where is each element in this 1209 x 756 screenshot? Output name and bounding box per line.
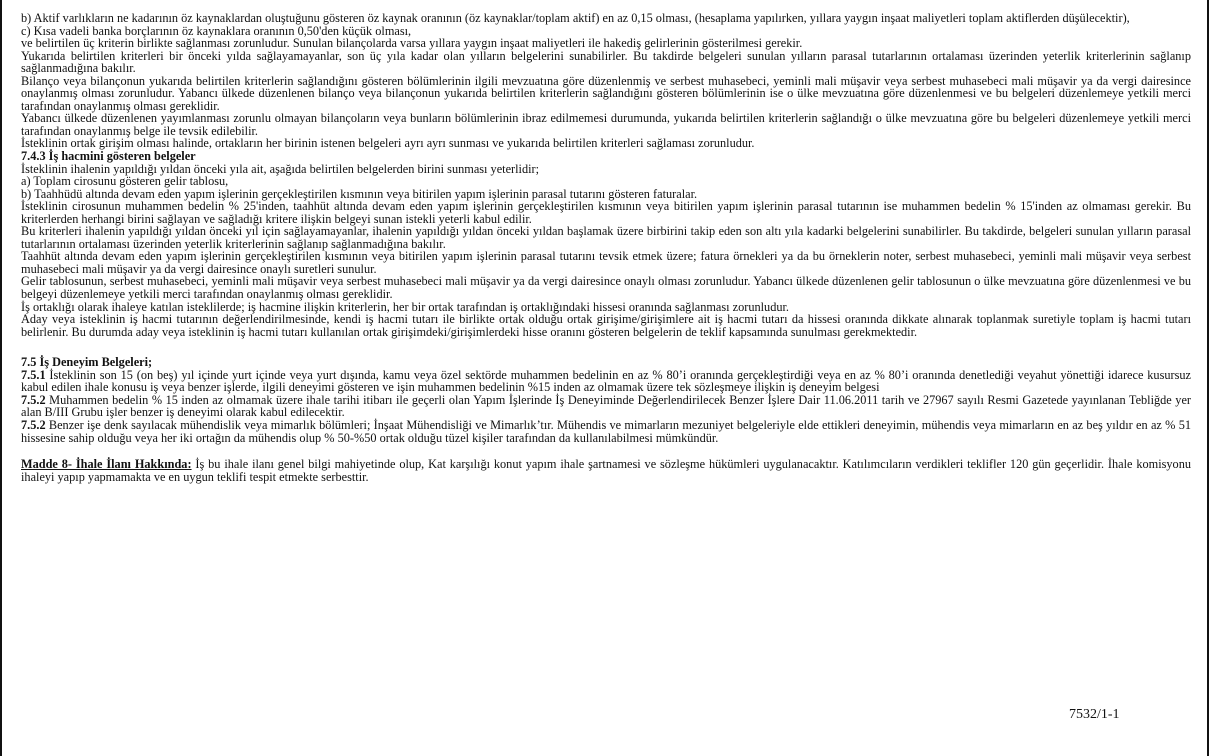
- paragraph: İsteklinin ihalenin yapıldığı yıldan önceki yıla ait, aşağıda belirtilen belgelerden birini sunması yeterlidir;: [21, 161, 540, 176]
- list-item: [21, 419, 1191, 444]
- paragraph: Gelir tablosunun, serbest muhasebeci, yeminli mali müşavir veya serbest muhasebeci mali müşavir ya da vergi dairesince onaylı olması zorunludur. Yabancı ülkede düzenlenen gelir tablosunun o ülke mevzuatına göre düzenlenmesi ve bu belgeyi düzenlemeye yetkili merci tarafından onaylanmış olması gereklidir.: [21, 274, 1191, 302]
- section-heading-743-text: 7.4.3 İş hacmini gösteren belgeler: [21, 149, 196, 164]
- paragraph: İş ortaklığı olarak ihaleye katılan isteklilerde; iş hacmine ilişkin kriterlerin, her bir ortak tarafından iş ortaklığındaki hissesi oranında sağlanması zorunludur.: [21, 299, 789, 314]
- spacer: [21, 444, 1191, 458]
- left-border: [0, 0, 2, 756]
- item-text: İsteklinin son 15 (on beş) yıl içinde yurt içinde veya yurt dışında, kamu veya özel sektörde muhammen bedelinin en az % 80’i oranında gerçekleştirdiği veya en az % 80’i oranında denetlediği veyahut yönettiği idarece kusursuz kabul edilen ihale konusu iş veya benzer işlerde, ilgili deneyimi gösteren ve işin muhammen bedelinin %15 inden az olmamak üzere tek sözleşmeye ilişkin iş deneyim belgesi: [21, 367, 1191, 395]
- list-item: [21, 394, 1191, 419]
- paragraph: c) Kısa vadeli banka borçlarının öz kaynaklara oranının 0,50'den küçük olması,: [21, 23, 412, 38]
- madde-8-paragraph: [21, 458, 1191, 483]
- item-text: Muhammen bedelin % 15 inden az olmamak üzere ihale tarihi itibarı ile geçerli olan Yapım İşlerinde İş Deneyiminde Değerlendirilecek Benzer İşlere Dair 11.06.2011 tarih ve 27967 sayılı Resmi Gazetede yayınlanan Tebliğde yer alan B/III Grubu işler benzer iş deneyimi olarak kabul edilecektir.: [21, 392, 1191, 420]
- paragraph: a) Toplam cirosunu gösteren gelir tablosu,: [21, 174, 229, 189]
- section-heading-75-text: 7.5 İş Deneyim Belgeleri;: [21, 355, 153, 370]
- paragraph: Aday veya isteklinin iş hacmi tutarının değerlendirilmesinde, kendi iş hacmi tutarı ile birlikte ortak olduğu ortak girişime/girişimlere ait iş hacmi tutarı da hissesi oranında dikkate alınarak toplanmak suretiyle toplam iş hacmi tutarı belirlenir. Bu durumda aday veya isteklinin iş hacmi tutarı kullanılan ortak girişimdeki/girişimlerdeki hisse oranını gösteren belgelerin de teklif kapsamında sunulması gerekmektedir.: [21, 312, 1191, 339]
- paragraph: Bu kriterleri ihalenin yapıldığı yıldan önceki yıl için sağlayamayanlar, ihalenin yapıldığı yıldan önceki yıldan başlamak üzere birbirini takip eden son altı yıla kadarki belgelerini sunabilirler. Bu takdirde, belgeleri sunulan yılların parasal tutarlarının ortalaması üzerinden yeterlik kriterlerinin sağlanıp sağlanmadığına bakılır.: [21, 224, 1191, 251]
- item-number: 7.5.1: [21, 367, 46, 382]
- page-number: 7532/1-1: [1069, 707, 1120, 722]
- paragraph: İsteklinin cirosunun muhammen bedelin % 25'inden, taahhüt altında devam eden yapım işlerinin gerçekleştirilen kısmının veya bitirilen yapım işlerinin parasal tutarının ise muhammen bedelin % 15'inden az olmaması gerekir. Bu kriterlerden herhangi birini sağlayan ve sağladığı kritere ilişkin belgeyi sunan istekli yeterli kabul edilir.: [21, 199, 1191, 226]
- paragraph: b) Taahhüdü altında devam eden yapım işlerinin gerçekleştirilen kısmının veya bitirilen yapım işlerinin parasal tutarını gösteren faturalar.: [21, 186, 698, 201]
- item-number: 7.5.2: [21, 392, 46, 407]
- item-text: Benzer işe denk sayılacak mühendislik veya mimarlık bölümleri; İnşaat Mühendisliği ve Mimarlık’tır. Mühendis ve mimarların mezuniyet belgeleriyle elde ettikleri deneyimin, mühendis veya mimarların en az beş yıldır en az % 51 hissesine sahip olduğu veya her iki ortağın da mühendis olup % 50-%50 ortak olduğu tüzel kişiler tarafından da kullanılabilmesi mümkündür.: [21, 417, 1191, 445]
- paragraph: ve belirtilen üç kriterin birlikte sağlanması zorunludur. Sunulan bilançolarda varsa yıllara yaygın inşaat maliyetleri ile hakediş gelirlerinin gösterilmesi gerekir.: [21, 36, 803, 51]
- section-heading-743: [21, 150, 1191, 163]
- paragraph: Taahhüt altında devam eden yapım işlerinin gerçekleştirilen kısmının veya bitirilen yapım işlerinin parasal tutarını tevsik etmek üzere; fatura örnekleri ya da bu örneklerin noter, serbest muhasebeci, yeminli mali müşavir veya serbest muhasebeci mali müşavir ya da vergi dairesince onaylı suretleri sunulur.: [21, 249, 1191, 276]
- paragraph: Yabancı ülkede düzenlenen yayımlanması zorunlu olmayan bilançoların veya bunların bölümlerinin ibraz edilmemesi durumunda, yukarıda belirtilen kriterlerin sağlandığı o ülke mevzuatına göre bu belgeleri düzenlemeye yetkili merci tarafından onaylanmış belge ile tevsik edilebilir.: [21, 111, 1191, 138]
- item-number: 7.5.2: [21, 417, 46, 432]
- madde-8-label: Madde 8- İhale İlanı Hakkında:: [21, 457, 192, 472]
- paragraph: İsteklinin ortak girişim olması halinde, ortakların her birinin istenen belgeleri ayrı ayrı sunması ve yukarıda belirtilen kriterleri sağlaması zorunludur.: [21, 136, 755, 151]
- document-body: [21, 12, 1191, 483]
- paragraph: Bilanço veya bilançonun yukarıda belirtilen kriterlerin sağlandığını gösteren bölümlerinin ilgili mevzuatına göre düzenlenmiş ve serbest muhasebeci, yeminli mali müşavir veya serbest muhasebeci mali müşavir ya da vergi dairesince onaylanmış olması zorunludur. Yabancı ülkede düzenlenen bilanço veya bilançonun yukarıda belirtilen kriterlerin sağlandığını gösteren bölümlerinin ise o ülke mevzuatına göre düzenlenmesi ve bu belgeleri düzenlemeye yetkili merci tarafından onaylanmış olması gereklidir.: [21, 73, 1191, 113]
- list-item: [21, 369, 1191, 394]
- madde-8-text: İş bu ihale ilanı genel bilgi mahiyetinde olup, Kat karşılığı konut yapım ihale şartnamesi ve sözleşme hükümleri uygulanacaktır. Katılımcıların verdikleri teklifler 120 gün geçerlidir. İhale komisyonu ihaleyi yapıp yapmamakta ve en uygun teklifi tespit etmekte serbesttir.: [21, 457, 1191, 484]
- paragraph: b) Aktif varlıkların ne kadarının öz kaynaklardan oluştuğunu gösteren öz kaynak oranının (öz kaynaklar/toplam aktif) en az 0,15 olması, (hesaplama yapılırken, yıllara yaygın inşaat maliyetleri toplam aktiflerden düşülecektir),: [21, 11, 1130, 25]
- paragraph: Yukarıda belirtilen kriterleri bir önceki yılda sağlayamayanlar, son üç yıla kadar olan yılların belgelerini sunabilirler. Bu takdirde belgeleri sunulan yılların parasal tutarlarının ortalaması üzerinden yeterlik kriterlerinin sağlanıp sağlanmadığına bakılır.: [21, 48, 1191, 76]
- spacer: [21, 338, 1191, 356]
